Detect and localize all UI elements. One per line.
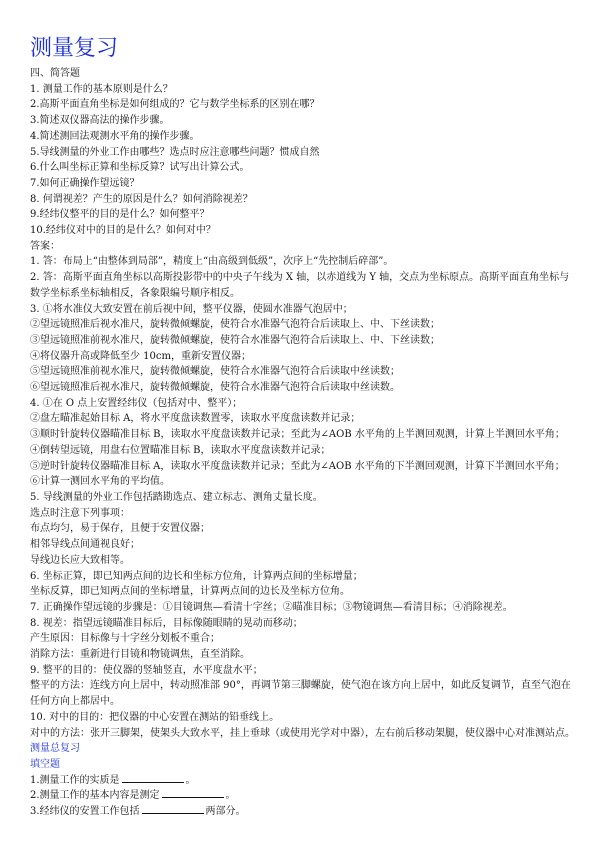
review-heading: 测量总复习 [30, 743, 80, 755]
answer-line: 导线边长应大致相等。 [30, 554, 130, 566]
answer-line: 相邻导线点间通视良好； [30, 539, 140, 551]
answer-line: 4. ①在 O 点上安置经纬仪（包括对中、整平）； [30, 397, 243, 409]
answer-list [30, 254, 574, 741]
answer-line: 选点时注意下列事项： [30, 507, 130, 519]
question-item: 8. 何谓视差？产生的原因是什么？如何消除视差？ [30, 193, 253, 205]
question-item: 5.导线测量的外业工作由哪些？选点时应注意哪些问题？惯成自然 [30, 146, 320, 158]
answer-line: ⑤望远镜照准前视水准尺，旋转微倾螺旋，使符合水准器气泡符合后读取中丝读数； [30, 366, 400, 378]
answer-line: 产生原因：目标像与十字丝分划板不重合； [30, 633, 220, 645]
fill-in-blank [122, 773, 184, 783]
answer-line: 8. 视差：指望远镜瞄准目标后，目标像随眼睛的晃动而移动； [30, 617, 303, 629]
answer-line: 对中的方法：张开三脚架，使架头大致水平，挂上垂球（或使用光学对中器），左右前后移动架腿，使仪器中心对准测站点。 [30, 727, 575, 739]
answer-line: ⑥计算一测回水平角的平均值。 [30, 476, 170, 488]
fill-in-blank [162, 788, 224, 798]
answers-label: 答案： [30, 240, 60, 252]
question-list [30, 82, 574, 239]
answer-line: 5. 导线测量的外业工作包括踏勘选点、建立标志、测角丈量长度。 [30, 491, 323, 503]
question-item: 10.经纬仪对中的目的是什么？如何对中？ [30, 225, 216, 237]
answer-line: ⑥望远镜照准后视水准尺，旋转微倾螺旋，使符合水准器气泡符合后读取中丝读数。 [30, 382, 400, 394]
fill-in-suffix: 两部分。 [205, 806, 246, 818]
answer-line: ④倒转望远镜，用盘右位置瞄准目标 B，读取水平度盘读数并记录； [30, 444, 331, 456]
answer-line: 7. 正确操作望远镜的步骤是：①目镜调焦—看清十字丝；②瞄准目标；③物镜调焦—看清目标；④消除视差。 [30, 601, 513, 613]
question-item: 7.如何正确操作望远镜？ [30, 177, 140, 189]
answer-line: ②盘左瞄准起始目标 A，将水平度盘读数置零，读取水平度盘读数并记录； [30, 413, 361, 425]
fill-in-suffix: 。 [185, 774, 196, 786]
question-item: 6.什么叫坐标正算和坐标反算？试写出计算公式。 [30, 162, 250, 174]
answer-line: 2. 答：高斯平面直角坐标以高斯投影带中的中央子午线为 X 轴，以赤道线为 Y 轴，交点为坐标原点。高斯平面直角坐标与数学坐标系坐标轴相反，各象限编号顺序相反。 [30, 272, 570, 299]
question-item: 9.经纬仪整平的目的是什么？如何整平？ [30, 209, 210, 221]
fill-in-item [30, 804, 574, 820]
answer-line: 坐标反算，即已知两点间的坐标增量，计算两点间的边长及坐标方位角。 [30, 586, 350, 598]
answer-line: ③望远镜照准前视水准尺，旋转微倾螺旋，使符合水准器气泡符合后读取上、中、下丝读数； [30, 334, 440, 346]
question-item: 1. 测量工作的基本原则是什么？ [30, 83, 173, 95]
fill-in-prompt: 1.测量工作的实质是 [30, 774, 120, 786]
answer-line: ③顺时针旋转仪器瞄准目标 B，读取水平度盘读数并记录；至此为∠AOB 水平角的上半测回观测，计算上半测回水平角； [30, 429, 565, 441]
fill-in-heading: 填空题 [30, 758, 60, 770]
fill-in-list [30, 773, 574, 820]
answer-line: 6. 坐标正算，即已知两点间的边长和坐标方位角，计算两点间的坐标增量； [30, 570, 363, 582]
fill-in-blank [142, 804, 204, 814]
fill-in-item [30, 773, 574, 789]
answer-line: 消除方法：重新进行目镜和物镜调焦，直至消除。 [30, 649, 250, 661]
page-title: 测量复习 [30, 36, 119, 61]
question-item: 2.高斯平面直角坐标是如何组成的？它与数学坐标系的区别在哪？ [30, 99, 320, 111]
answer-line: ⑤逆时针旋转仪器瞄准目标 A，读取水平度盘读数并记录；至此为∠AOB 水平角的下半测回观测，计算下半测回水平角； [30, 460, 565, 472]
answer-line: 整平的方法：连线方向上居中，转动照准部 90°，再调节第三脚螺旋，使气泡在该方向上居中，如此反复调节，直至气泡在任何方向上都居中。 [30, 680, 571, 708]
answer-line: ④将仪器升高或降低至少 10cm，重新安置仪器； [30, 350, 251, 362]
answer-line: 10. 对中的目的：把仪器的中心安置在测站的铅垂线上。 [30, 711, 280, 723]
fill-in-suffix: 。 [225, 790, 236, 802]
answer-line: ②望远镜照准后视水准尺，旋转微倾螺旋，使符合水准器气泡符合后读取上、中、下丝读数； [30, 319, 440, 331]
section-heading: 四、简答题 [30, 68, 80, 79]
question-item: 4.简述测回法观测水平角的操作步骤。 [30, 130, 200, 142]
answer-line: 3. ①将水准仪大致安置在前后视中间，整平仪器，使圆水准器气泡居中； [30, 303, 353, 315]
fill-in-prompt: 3.经纬仪的安置工作包括 [30, 806, 140, 818]
answer-line: 9. 整平的目的：使仪器的竖轴竖直，水平度盘水平； [30, 664, 263, 676]
fill-in-item [30, 788, 574, 804]
question-item: 3.简述双仪器高法的操作步骤。 [30, 115, 170, 127]
answer-line: 布点均匀，易于保存，且便于安置仪器； [30, 523, 210, 535]
answer-line: 1. 答：布局上“由整体到局部”，精度上“由高级到低级”，次序上“先控制后碎部”。 [30, 256, 394, 268]
fill-in-prompt: 2.测量工作的基本内容是测定 [30, 790, 160, 802]
